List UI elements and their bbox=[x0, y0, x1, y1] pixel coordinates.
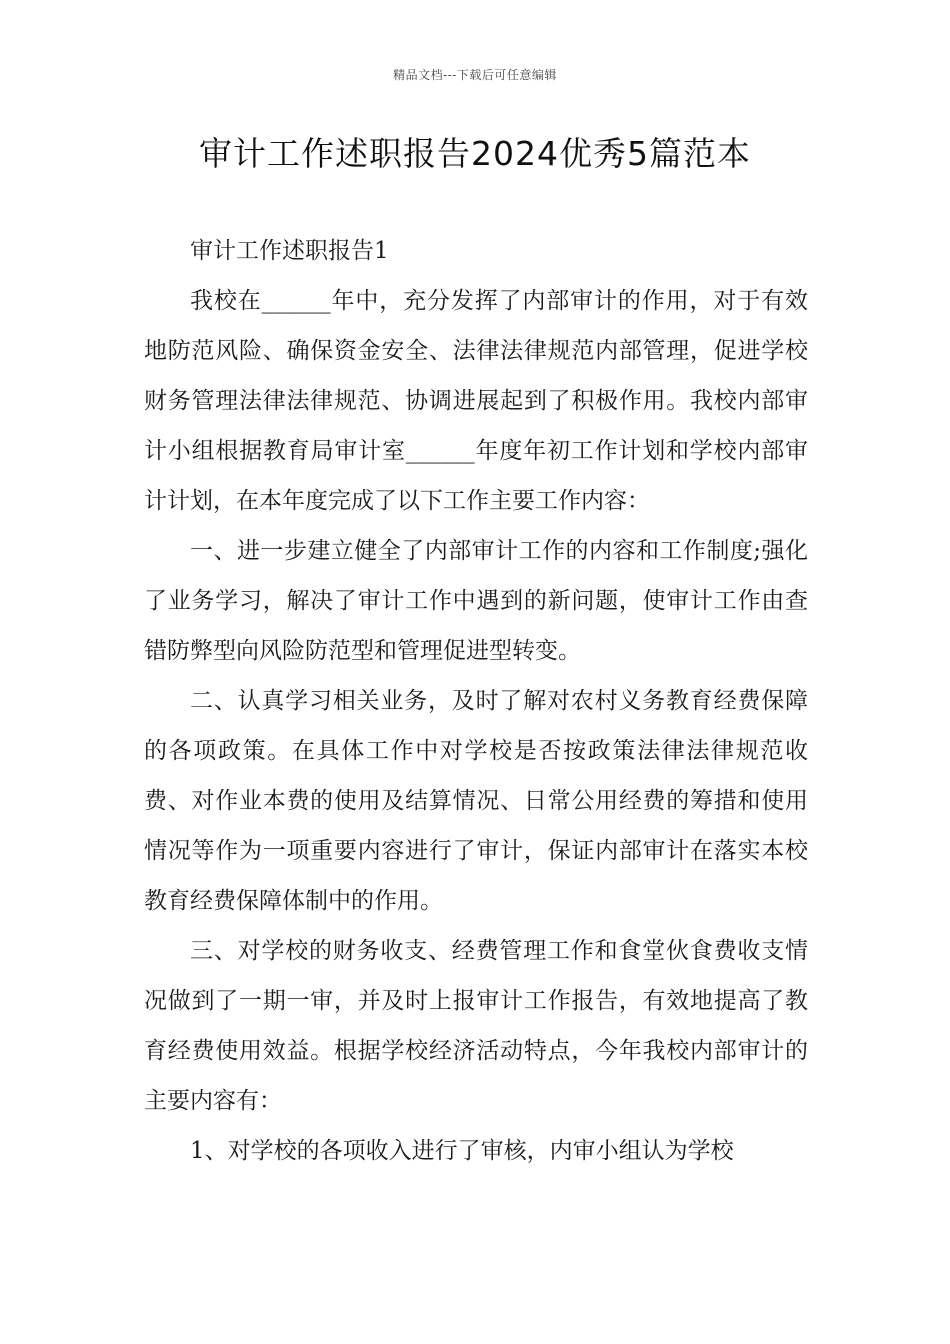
header-note: 精品文档---下载后可任意编辑 bbox=[393, 68, 557, 82]
paragraph-subitem-1: 1、对学校的各项收入进行了审核，内审小组认为学校 bbox=[190, 1138, 734, 1164]
paragraph-intro: 我校在______年中，充分发挥了内部审计的作用，对于有效地防范风险、确保资金安全、法律法律规范内部管理，促进学校财务管理法律法律规范、协调进展起到了积极作用。我校内部审计小组根据教育局审计室______年度年初工作计划和学校内部审计计划，在本年度完成了以下工作主要工作内容： bbox=[144, 288, 808, 514]
paragraph-item-2: 二、认真学习相关业务，及时了解对农村义务教育经费保障的各项政策。在具体工作中对学校是否按政策法律法律规范收费、对作业本费的使用及结算情况、日常公用经费的筹措和使用情况等作为一项重要内容进行了审计，保证内部审计在落实本校教育经费保障体制中的作用。 bbox=[144, 688, 808, 914]
document-body bbox=[144, 226, 808, 1176]
paragraph-item-3: 三、对学校的财务收支、经费管理工作和食堂伙食费收支情况做到了一期一审，并及时上报审计工作报告，有效地提高了教育经费使用效益。根据学校经济活动特点，今年我校内部审计的主要内容有： bbox=[144, 938, 808, 1114]
section-heading: 审计工作述职报告1 bbox=[190, 238, 389, 264]
paragraph-item-1: 一、进一步建立健全了内部审计工作的内容和工作制度;强化了业务学习，解决了审计工作中遇到的新问题，使审计工作由查错防弊型向风险防范型和管理促进型转变。 bbox=[144, 538, 808, 664]
document-title: 审计工作述职报告2024优秀5篇范本 bbox=[199, 134, 751, 173]
